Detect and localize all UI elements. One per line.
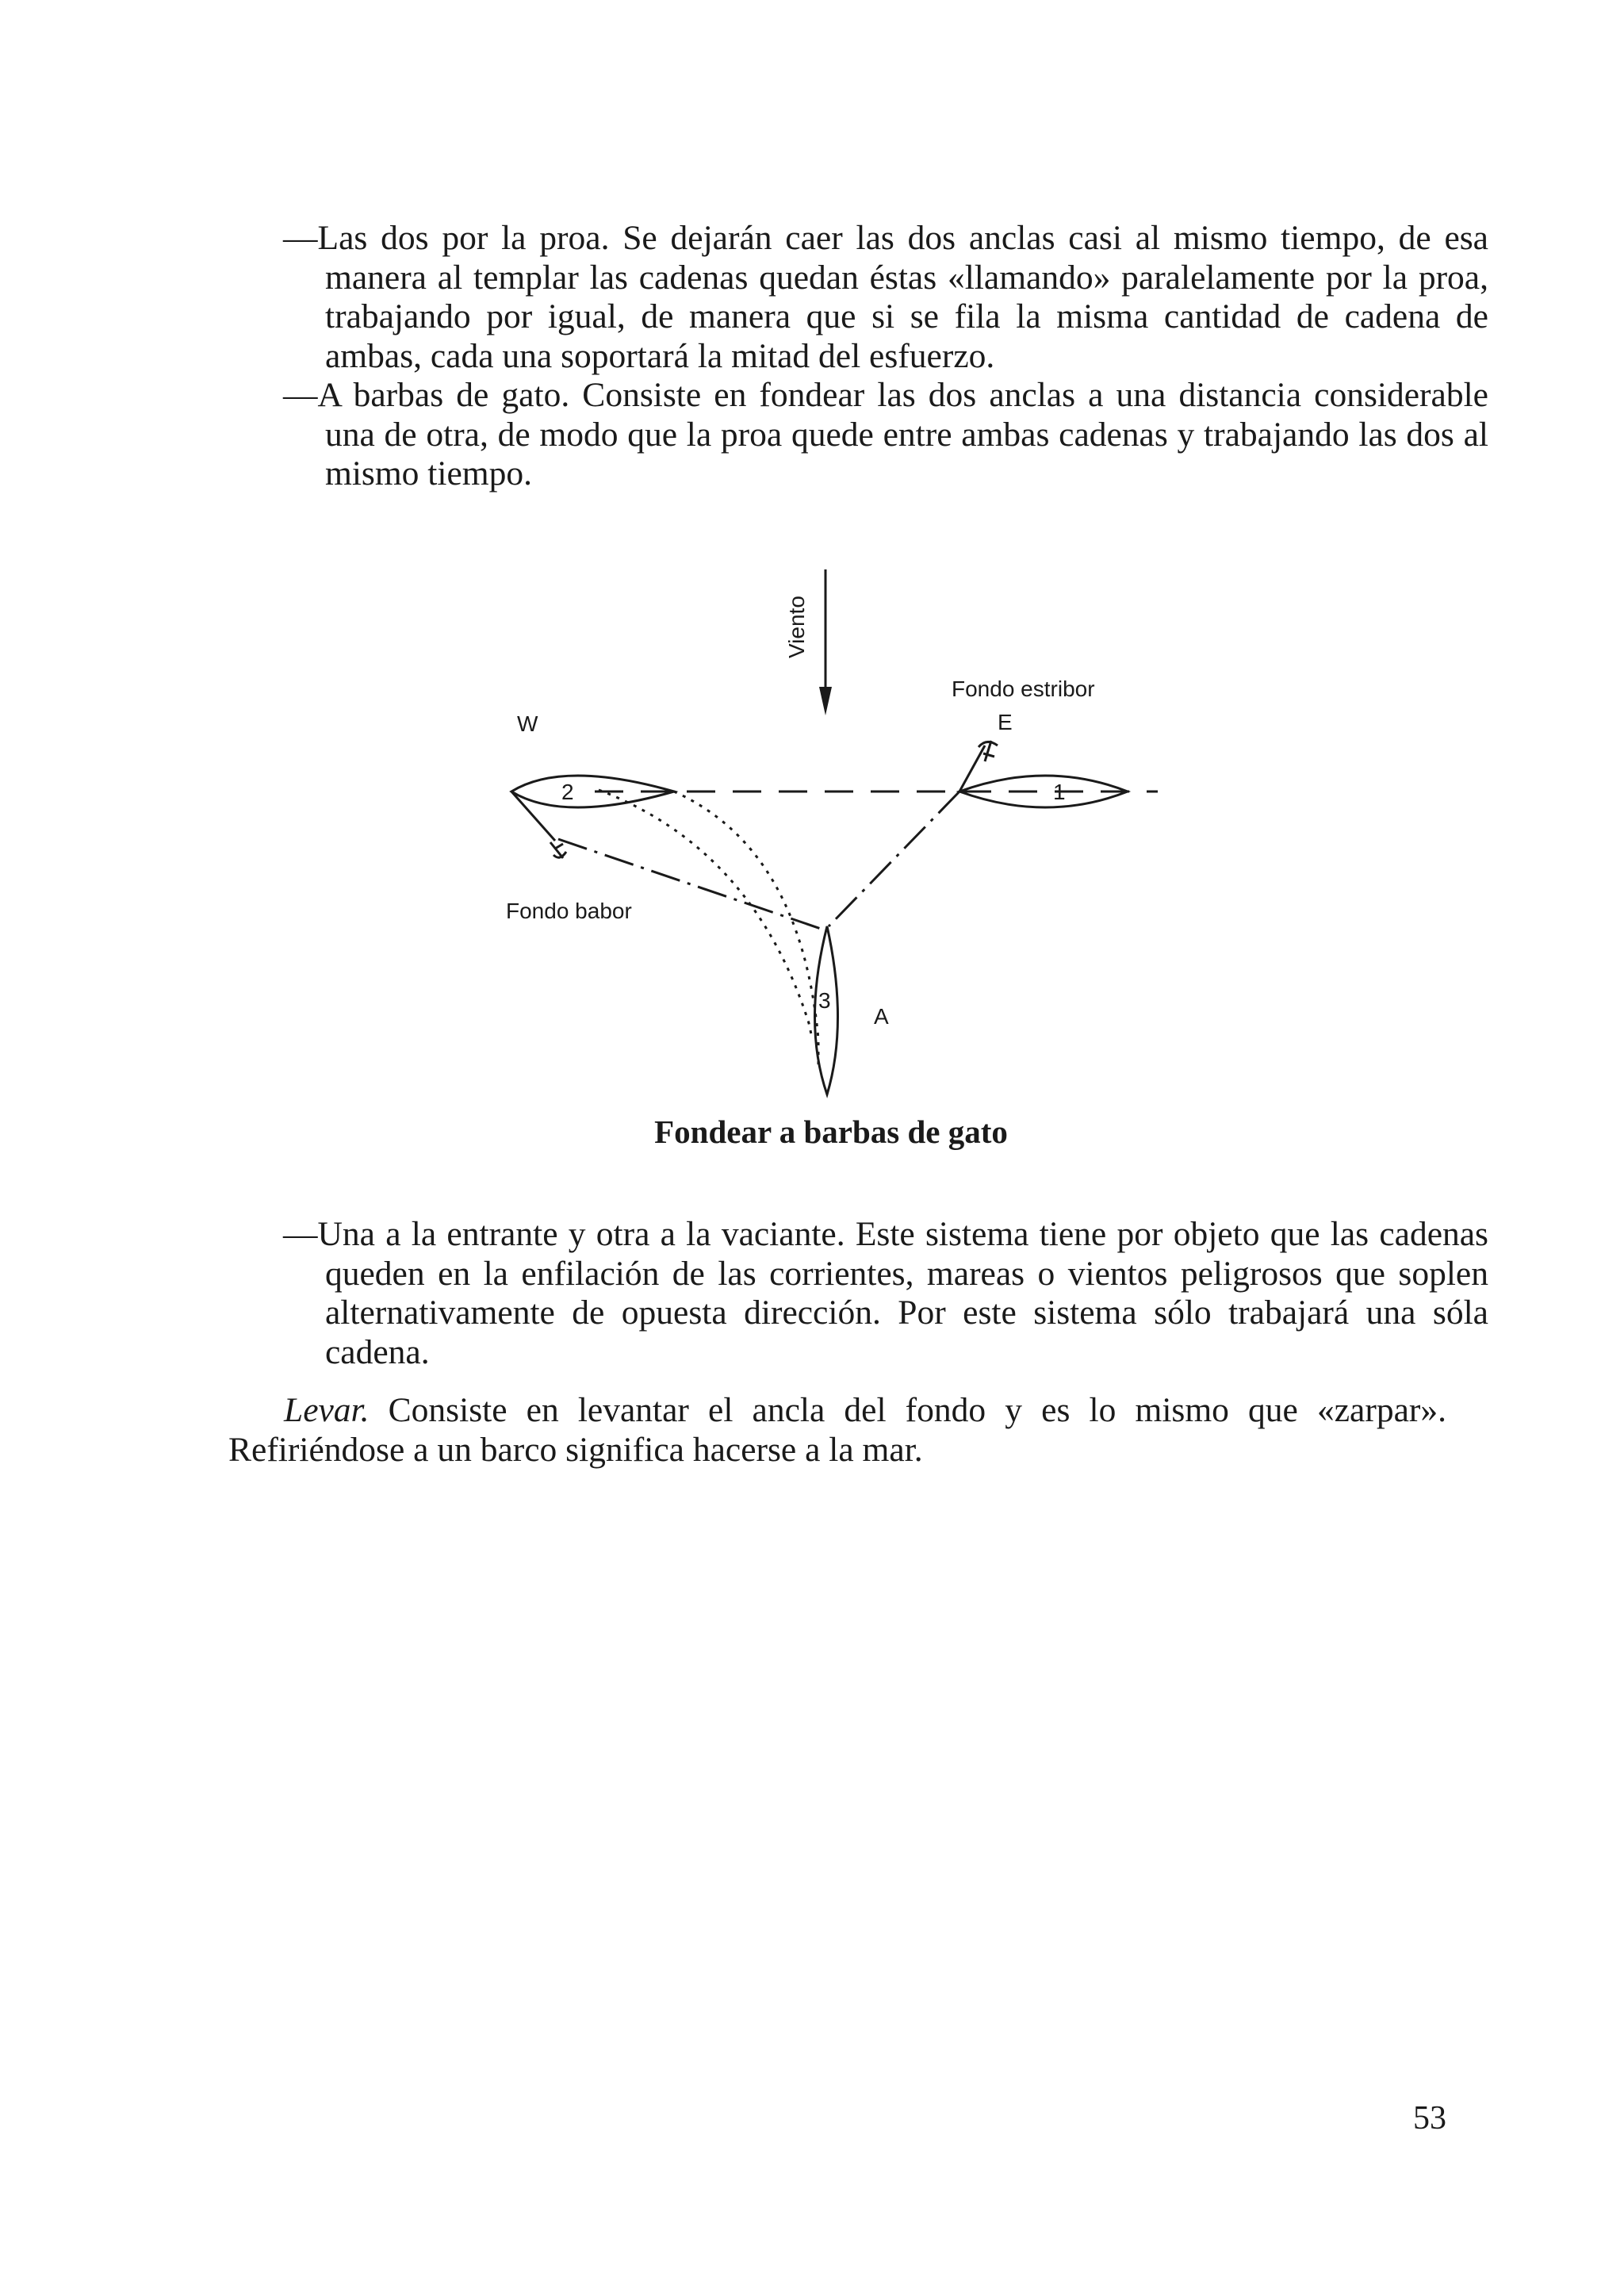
bullet-paragraph-barbas-de-gato: —A barbas de gato. Consiste en fondear las dos anclas a una distancia considerable una de otra, de modo que la proa quede entre ambas cadenas y trabajando las dos al mismo tiempo. xyxy=(283,376,1488,493)
wind-arrow-head xyxy=(819,687,832,715)
wind-label: Viento xyxy=(784,596,809,658)
levar-paragraph xyxy=(228,1391,1446,1470)
starboard-anchor-label: Fondo estribor xyxy=(952,677,1095,701)
west-label: W xyxy=(517,711,538,736)
chain-line-starboard xyxy=(829,792,959,926)
east-label: E xyxy=(998,710,1013,734)
figure-caption: Fondear a barbas de gato xyxy=(654,1114,1008,1150)
swing-arc-outer xyxy=(674,792,818,1071)
levar-definition: Consiste en levantar el ancla del fondo y es lo mismo que «zarpar». Refiriéndose a un barco significa hacerse a la mar. xyxy=(228,1391,1446,1469)
levar-term: Levar. xyxy=(284,1391,370,1429)
point-a-label: A xyxy=(874,1004,889,1029)
bullet-paragraph-dos-por-la-proa: —Las dos por la proa. Se dejarán caer las dos anclas casi al mismo tiempo, de esa manera al templar las cadenas quedan éstas «llamando» paralelamente por la proa, trabajando por igual, de manera que si se fila la misma cantidad de cadena de ambas, cada una soportará la mitad del esfuerzo. xyxy=(283,219,1488,375)
anchor-port-icon xyxy=(550,842,566,858)
port-anchor-label: Fondo babor xyxy=(506,899,632,923)
page-number: 53 xyxy=(1413,2100,1446,2137)
port-anchor-rode xyxy=(511,792,555,841)
bullet-paragraph-entrante-vaciante: —Una a la entrante y otra a la vaciante. Este sistema tiene por objeto que las cadenas queden en la enfilación de las corrientes, mareas o vientos peligrosos que soplen alternativamente de opuesta dirección. Por este sistema sólo trabajará una sóla cadena. xyxy=(283,1215,1488,1371)
position-2-label: 2 xyxy=(561,780,574,804)
anchoring-diagram xyxy=(444,547,1205,1102)
position-3-label: 3 xyxy=(818,988,831,1013)
position-1-label: 1 xyxy=(1053,780,1066,804)
